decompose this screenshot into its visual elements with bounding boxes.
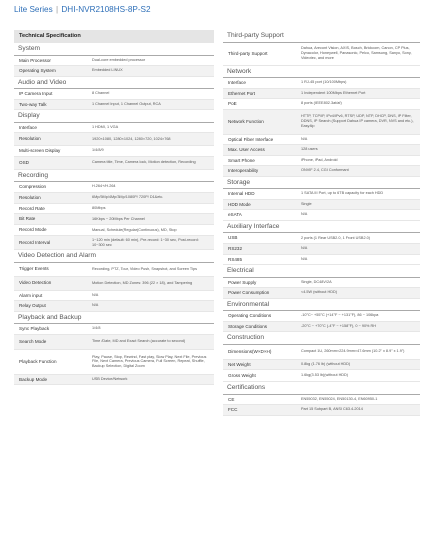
spec-value: 1 SATA III Port, up to 6TB capacity for each HDD bbox=[301, 191, 384, 196]
section-heading-recording: Recording bbox=[14, 170, 214, 183]
spec-label: Ethernet Port bbox=[228, 90, 256, 96]
series-name: Lite Series bbox=[14, 5, 53, 14]
section-heading-network: Network bbox=[223, 66, 420, 79]
spec-row bbox=[14, 214, 214, 225]
spec-value: 1 RJ-45 port (10/100Mbps) bbox=[301, 80, 347, 85]
spec-row bbox=[14, 301, 214, 312]
spec-label: Storage Conditions bbox=[228, 323, 268, 329]
spec-value: Time /Date, MD and Exact Search (accurate to second) bbox=[92, 339, 186, 344]
spec-row bbox=[14, 133, 214, 146]
spec-label: Third-party Support bbox=[228, 50, 268, 56]
spec-row bbox=[223, 78, 420, 89]
spec-label: Bit Rate bbox=[19, 216, 36, 222]
section-heading-audio-and-video: Audio and Video bbox=[14, 77, 214, 90]
spec-row bbox=[14, 291, 214, 302]
spec-row bbox=[223, 99, 420, 110]
page-header bbox=[14, 5, 151, 14]
spec-label: USB bbox=[228, 235, 238, 241]
spec-row bbox=[223, 135, 420, 146]
spec-row bbox=[223, 189, 420, 200]
spec-label: Two-way Talk bbox=[19, 101, 47, 107]
header-separator: | bbox=[55, 5, 59, 14]
spec-label: Record Mode bbox=[19, 227, 47, 233]
spec-row bbox=[14, 324, 214, 335]
spec-label: Interface bbox=[228, 80, 246, 86]
spec-row bbox=[223, 166, 420, 177]
spec-label: Record Rate bbox=[19, 205, 45, 211]
section-heading-environmental: Environmental bbox=[223, 299, 420, 312]
spec-value: 1~120 min (default: 60 min), Pre-record: 1~30 sec, Post-record: 10~300 sec bbox=[92, 237, 199, 247]
spec-value: Compact 1U, 260mm×224.9mm×47.6mm (10.2" x 8.9" x 1.9") bbox=[301, 349, 405, 354]
section-heading-storage: Storage bbox=[223, 177, 420, 190]
spec-label: Max. User Access bbox=[228, 147, 265, 153]
spec-row bbox=[223, 370, 420, 382]
spec-value: iPhone, iPad, Android bbox=[301, 157, 338, 162]
spec-row bbox=[14, 236, 214, 250]
spec-label: Main Processor bbox=[19, 57, 51, 63]
spec-value: N/A bbox=[92, 303, 99, 308]
spec-label: Relay Output bbox=[19, 303, 46, 309]
spec-label: RS232 bbox=[228, 246, 243, 252]
spec-value: 80Mbps bbox=[92, 205, 106, 210]
spec-label: Network Function bbox=[228, 118, 264, 124]
spec-row bbox=[223, 89, 420, 100]
spec-value: -20°C ~ +70°C (-4°F ~ +158°F), 0 ~ 90% RH bbox=[301, 323, 376, 328]
spec-label: Power Supply bbox=[228, 279, 257, 285]
spec-label: Optical Fiber Interface bbox=[228, 136, 274, 142]
spec-row bbox=[14, 225, 214, 236]
section-heading-certifications: Certifications bbox=[223, 382, 420, 395]
spec-value: Camera title, Time, Camera lock, Motion detection, Recording bbox=[92, 160, 196, 165]
spec-label: Operating Conditions bbox=[228, 313, 272, 319]
spec-row bbox=[223, 322, 420, 333]
spec-label: Compression bbox=[19, 184, 47, 190]
spec-row bbox=[14, 204, 214, 215]
spec-label: Multi-screen Display bbox=[19, 148, 61, 154]
spec-value: N/A bbox=[301, 246, 308, 251]
spec-value: ONVIF 2.4, CGI Conformant bbox=[301, 168, 349, 173]
section-heading-third-party-support: Third-party Support bbox=[223, 30, 420, 43]
spec-row bbox=[14, 89, 214, 100]
spec-column-left bbox=[14, 30, 214, 385]
spec-label: Interoperability bbox=[228, 168, 259, 174]
spec-value: Single bbox=[301, 201, 312, 206]
spec-value: H.264+/H.264 bbox=[92, 184, 116, 189]
spec-label: HDD Mode bbox=[228, 201, 251, 207]
spec-row bbox=[14, 350, 214, 375]
spec-row bbox=[223, 360, 420, 371]
spec-label: Resolution bbox=[19, 136, 41, 142]
spec-label: eSATA bbox=[228, 212, 242, 218]
spec-value: 128 users bbox=[301, 147, 318, 152]
spec-value: 1 Channel Input, 1 Channel Output, RCA bbox=[92, 101, 161, 106]
spec-label: Operating System bbox=[19, 68, 56, 74]
spec-label: Power Consumption bbox=[228, 290, 270, 296]
spec-label: Gross Weight bbox=[228, 372, 256, 378]
spec-row bbox=[14, 146, 214, 157]
spec-row bbox=[14, 66, 214, 77]
spec-row bbox=[14, 56, 214, 67]
spec-table-title: Technical Specification bbox=[14, 30, 214, 43]
spec-row bbox=[223, 395, 420, 406]
spec-label: Alarm input bbox=[19, 292, 43, 298]
spec-value: 2 ports (1 Rear USB2.0, 1 Front USB2.0) bbox=[301, 235, 371, 240]
spec-row bbox=[223, 200, 420, 211]
spec-row bbox=[223, 288, 420, 299]
spec-row bbox=[223, 278, 420, 289]
section-heading-electrical: Electrical bbox=[223, 265, 420, 278]
spec-label: Resolution bbox=[19, 194, 41, 200]
spec-value: HTTP, TCP/IP, IPv4/IPv6, RTSP, UDP, NTP, DHCP, DNS, IP Filter, DDNS, IP Search (Support Dahua IP camera, DVR, NVS and etc.), Easy4ip bbox=[301, 114, 414, 128]
spec-row bbox=[223, 210, 420, 221]
spec-label: Search Mode bbox=[19, 339, 47, 345]
spec-value: 1920×1080, 1280×1024, 1280×720, 1024×768 bbox=[92, 136, 171, 141]
spec-label: Playback Function bbox=[19, 359, 57, 365]
spec-row bbox=[223, 311, 420, 322]
spec-row bbox=[223, 405, 420, 416]
spec-row bbox=[14, 100, 214, 111]
spec-row bbox=[14, 263, 214, 277]
spec-value: N/A bbox=[301, 212, 308, 217]
section-heading-playback-and-backup: Playback and Backup bbox=[14, 312, 214, 325]
spec-row bbox=[223, 345, 420, 360]
spec-row bbox=[14, 157, 214, 170]
spec-value: 8 ports (IEEE802.3at/af) bbox=[301, 101, 342, 106]
spec-value: 1/4/8 bbox=[92, 326, 101, 331]
section-heading-construction: Construction bbox=[223, 332, 420, 345]
spec-label: Sync Playback bbox=[19, 326, 50, 332]
spec-row bbox=[223, 145, 420, 156]
spec-row bbox=[223, 110, 420, 135]
spec-value: 16Kbps ~ 20Mbps Per Channel bbox=[92, 216, 145, 221]
spec-value: USB Device/Network bbox=[92, 376, 128, 381]
spec-label: CE bbox=[228, 396, 235, 402]
spec-value: 8 Channel bbox=[92, 91, 110, 96]
spec-row bbox=[223, 156, 420, 167]
spec-value: <4.5W (without HDD) bbox=[301, 290, 337, 295]
spec-value: Recording, PTZ, Tour, Video Push, Snapshot, and Screen Tips bbox=[92, 266, 197, 271]
spec-row bbox=[14, 182, 214, 193]
spec-value: N/A bbox=[301, 136, 308, 141]
spec-label: RS485 bbox=[228, 256, 243, 262]
spec-row bbox=[14, 193, 214, 204]
spec-value: 1 Independent 100Mbps Ethernet Port bbox=[301, 90, 366, 95]
spec-value: 1 HDMI, 1 VGA bbox=[92, 124, 119, 129]
model-name: DHI-NVR2108HS-8P-S2 bbox=[61, 5, 151, 14]
spec-label: Interface bbox=[19, 124, 37, 130]
spec-label: PoE bbox=[228, 101, 237, 107]
spec-row bbox=[223, 233, 420, 244]
spec-value: Motion Detection, MD Zones: 396 (22 × 18), and Tampering bbox=[92, 280, 193, 285]
section-heading-display: Display bbox=[14, 110, 214, 123]
spec-label: Trigger Events bbox=[19, 266, 49, 272]
spec-value: 1/4/8/9 bbox=[92, 148, 104, 153]
spec-label: Backup Mode bbox=[19, 376, 48, 382]
spec-value: 0.8kg (1.76 lb) (without HDD) bbox=[301, 361, 351, 366]
spec-value: Embedded LINUX bbox=[92, 68, 123, 73]
spec-column-right bbox=[223, 30, 420, 416]
spec-value: N/A bbox=[301, 256, 308, 261]
spec-label: Record Interval bbox=[19, 239, 51, 245]
spec-label: FCC bbox=[228, 407, 238, 413]
spec-label: Dimensions(W×D×H) bbox=[228, 348, 272, 354]
section-heading-auxiliary-interface: Auxiliary Interface bbox=[223, 221, 420, 234]
spec-row bbox=[14, 277, 214, 291]
spec-value: 1.6kg(3.53 lb)(without HDD) bbox=[301, 373, 349, 378]
spec-value: Single, DC48V/2A bbox=[301, 279, 332, 284]
spec-value: Play, Pause, Stop, Rewind, Fast play, Slow Play, Next File, Previous File, Next Camera, Previous Camera, Full Screen, Repeat, Shuffle, Backup Selection, Digital Zoom bbox=[92, 354, 207, 369]
spec-row bbox=[223, 255, 420, 266]
spec-label: IP Camera Input bbox=[19, 91, 53, 97]
spec-label: Internal HDD bbox=[228, 191, 255, 197]
section-heading-system: System bbox=[14, 43, 214, 56]
spec-value: EN55032, EN55024, EN50130-4, EN60950-1 bbox=[301, 396, 378, 401]
spec-label: Net Weight bbox=[228, 361, 251, 367]
spec-label: Smart Phone bbox=[228, 157, 255, 163]
spec-value: N/A bbox=[92, 292, 99, 297]
spec-row bbox=[223, 43, 420, 66]
spec-value: Manual, Schedule(Regular(Continuous), MD, Stop bbox=[92, 227, 177, 232]
spec-row bbox=[14, 335, 214, 351]
spec-row bbox=[223, 244, 420, 255]
spec-value: Dual-core embedded processor bbox=[92, 57, 146, 62]
spec-row bbox=[14, 123, 214, 134]
spec-row bbox=[14, 375, 214, 386]
section-heading-video-detection-and-alarm: Video Detection and Alarm bbox=[14, 250, 214, 263]
spec-label: Video Detection bbox=[19, 280, 52, 286]
spec-value: 6Mp/5Mp/4Mp/3Mp/1080P/ 720P/ D1&etc. bbox=[92, 195, 164, 200]
spec-value: -10°C~ +55°C (+14°F ~ +131°F), 86 ~ 106kpa bbox=[301, 313, 379, 318]
spec-value: Dahua, Arecont Vision, AXIS, Bosch, Brickcom, Canon, CP Plus, Dynacolor, Honeywell, Panasonic, Pelco, Samsung, Sanyo, Sony, Videotec, and more bbox=[301, 46, 412, 60]
spec-value: Part 15 Subpart B, ANSI C63.4-2014 bbox=[301, 407, 363, 412]
spec-label: OSD bbox=[19, 159, 29, 165]
